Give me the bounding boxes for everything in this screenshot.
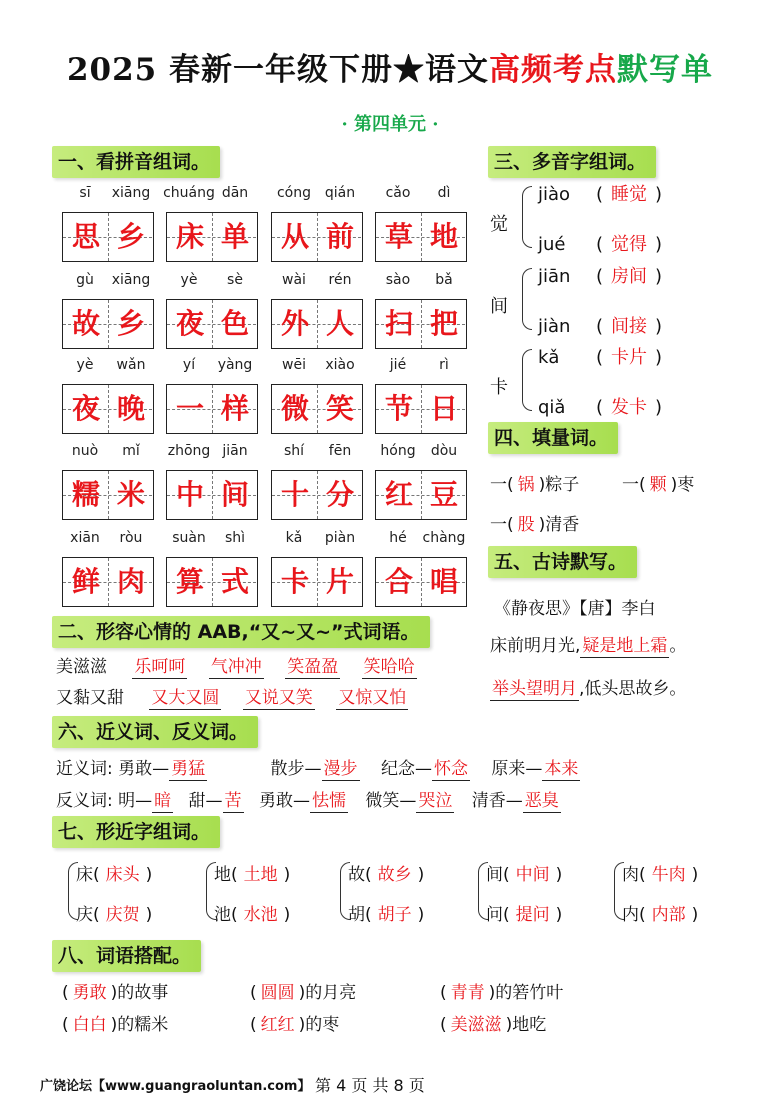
answer-character: 笑 bbox=[325, 392, 354, 425]
answer-character: 思 bbox=[71, 220, 100, 253]
similar-char: 床 bbox=[76, 865, 93, 885]
pinyin-syllable: yí bbox=[182, 357, 196, 373]
answer-character: 色 bbox=[220, 307, 249, 340]
polyphone-word: 睡觉 bbox=[611, 184, 648, 205]
answer-character: 节 bbox=[384, 392, 413, 425]
pinyin-syllable: rén bbox=[328, 272, 352, 288]
tianzige-box bbox=[166, 384, 258, 434]
answer-character: 鲜 bbox=[71, 565, 100, 598]
answer-character: 分 bbox=[325, 478, 354, 511]
tianzige-box bbox=[62, 299, 154, 349]
poem-line-2: 举头望明月 ,低头思故乡。 bbox=[492, 679, 687, 699]
answer-character: 肉 bbox=[116, 565, 145, 598]
tianzige-box bbox=[375, 299, 467, 349]
collocation-answer: 勇敢 bbox=[72, 983, 107, 1003]
pinyin-row bbox=[60, 357, 480, 379]
title-main: 2025 春新一年级下册★语文 bbox=[66, 52, 490, 88]
answer-character: 中 bbox=[175, 478, 204, 511]
pinyin-syllable: dòu bbox=[430, 443, 458, 459]
antonym-answer: 哭泣 bbox=[418, 791, 453, 811]
pinyin-syllable: yè bbox=[180, 272, 198, 288]
tianzige-box bbox=[271, 212, 363, 262]
answer-character: 算 bbox=[175, 565, 204, 598]
answer-character: 卡 bbox=[280, 565, 309, 598]
pinyin-syllable: zhōng bbox=[167, 443, 211, 459]
collocation-item: ( 白白 )的糯米 bbox=[62, 1015, 169, 1035]
tianzige-box bbox=[375, 212, 467, 262]
pinyin-syllable: qián bbox=[324, 185, 356, 201]
pinyin-syllable: gù bbox=[76, 272, 94, 288]
answer-character: 乡 bbox=[116, 307, 145, 340]
pinyin-syllable: yàng bbox=[217, 357, 253, 373]
section-6-heading: 六、近义词、反义词。 bbox=[52, 716, 258, 748]
answer-character: 人 bbox=[325, 307, 354, 340]
answer-character: 夜 bbox=[175, 307, 204, 340]
tianzige-box bbox=[375, 470, 467, 520]
polyphone-char: 觉 bbox=[490, 214, 508, 235]
similar-char-item: 肉( 牛肉 ) bbox=[622, 865, 699, 885]
answer-character: 从 bbox=[280, 220, 309, 253]
answer-character: 一 bbox=[175, 392, 204, 425]
pinyin-syllable: fēn bbox=[328, 443, 352, 459]
pinyin-syllable: mǐ bbox=[122, 443, 140, 459]
answer-character: 十 bbox=[280, 478, 309, 511]
tianzige-box bbox=[271, 299, 363, 349]
aab-given: 美滋滋 bbox=[56, 657, 107, 677]
pinyin-syllable: bǎ bbox=[435, 272, 453, 288]
similar-char-answer: 庆贺 bbox=[105, 905, 140, 925]
synonym-answer: 漫步 bbox=[323, 759, 358, 779]
answer-character: 红 bbox=[384, 478, 413, 511]
pinyin-syllable: rì bbox=[439, 357, 449, 373]
synonym-label: 近义词: bbox=[56, 759, 113, 779]
synonym-answer: 本来 bbox=[544, 759, 579, 779]
char-box-row bbox=[60, 299, 480, 349]
char-box-row bbox=[60, 470, 480, 520]
collocation-item: ( 青青 )的箬竹叶 bbox=[440, 983, 564, 1003]
similar-char-answer: 内部 bbox=[651, 905, 686, 925]
similar-char-answer: 中间 bbox=[515, 865, 550, 885]
abac-answer: 又大又圆 bbox=[151, 688, 220, 708]
similar-char-answer: 水池 bbox=[243, 905, 278, 925]
abac-answer: 又惊又怕 bbox=[338, 688, 407, 708]
answer-character: 日 bbox=[429, 392, 458, 425]
polyphone-pinyin: jiàn bbox=[538, 316, 571, 337]
section-1-heading: 一、看拼音组词。 bbox=[52, 146, 220, 178]
aab-answer: 乐呵呵 bbox=[134, 657, 186, 677]
similar-char-item: 庆( 庆贺 ) bbox=[76, 905, 153, 925]
collocation-item: ( 圆圆 )的月亮 bbox=[250, 983, 357, 1003]
tianzige-box bbox=[375, 557, 467, 607]
char-box-row bbox=[60, 384, 480, 434]
pinyin-syllable: cóng bbox=[276, 185, 312, 201]
pinyin-syllable: chàng bbox=[422, 530, 466, 546]
answer-character: 床 bbox=[175, 220, 204, 253]
collocation-item: ( 勇敢 )的故事 bbox=[62, 983, 169, 1003]
pinyin-syllable: piàn bbox=[324, 530, 356, 546]
pinyin-syllable: ròu bbox=[119, 530, 143, 546]
collocation-answer: 红红 bbox=[260, 1015, 295, 1035]
pinyin-syllable: hé bbox=[389, 530, 407, 546]
polyphone-pinyin: qiǎ bbox=[538, 397, 566, 418]
collocation-answer: 圆圆 bbox=[260, 983, 295, 1003]
tianzige-box bbox=[271, 557, 363, 607]
tianzige-box bbox=[166, 557, 258, 607]
pinyin-row bbox=[60, 530, 480, 552]
similar-char: 庆 bbox=[76, 905, 93, 925]
pinyin-syllable: wēi bbox=[282, 357, 306, 373]
similar-char: 胡 bbox=[348, 905, 365, 925]
tianzige-box bbox=[62, 384, 154, 434]
polyphone-item: jiào ( 睡觉 ) bbox=[538, 184, 663, 205]
pinyin-syllable: shì bbox=[224, 530, 246, 546]
antonym-answer: 苦 bbox=[224, 791, 242, 811]
similar-char-answer: 床头 bbox=[105, 865, 140, 885]
measure-word-item: 一( 股 )清香 bbox=[490, 515, 580, 535]
tianzige-box bbox=[166, 212, 258, 262]
answer-character: 式 bbox=[220, 565, 249, 598]
similar-char: 间 bbox=[486, 865, 503, 885]
pinyin-syllable: jié bbox=[389, 357, 407, 373]
answer-character: 豆 bbox=[429, 478, 458, 511]
footer-page-number: 第 4 页 共 8 页 bbox=[315, 1076, 425, 1095]
tianzige-box bbox=[271, 384, 363, 434]
answer-character: 把 bbox=[429, 307, 458, 340]
pinyin-syllable: dān bbox=[221, 185, 249, 201]
polyphone-word: 卡片 bbox=[611, 347, 648, 368]
answer-character: 外 bbox=[280, 307, 309, 340]
brace-icon bbox=[522, 186, 532, 248]
antonym-line: 反义词: 明— 暗 甜— 苦 勇敢— 怯懦 微笑— 哭泣 清香— 恶臭 bbox=[56, 791, 559, 811]
pinyin-syllable: wài bbox=[282, 272, 306, 288]
pinyin-syllable: dì bbox=[437, 185, 451, 201]
collocation-answer: 白白 bbox=[72, 1015, 107, 1035]
answer-character: 唱 bbox=[429, 565, 458, 598]
measure-word-item: 一( 颗 )枣 bbox=[622, 475, 695, 495]
polyphone-word: 间接 bbox=[611, 316, 648, 337]
answer-character: 间 bbox=[220, 478, 249, 511]
section-3-heading: 三、多音字组词。 bbox=[488, 146, 656, 178]
measure-word-answer: 锅 bbox=[517, 475, 535, 495]
polyphone-word: 发卡 bbox=[611, 397, 648, 418]
poem-line-1: 床前明月光, 疑是地上霜 。 bbox=[490, 636, 687, 656]
answer-character: 前 bbox=[325, 220, 354, 253]
antonym-answer: 恶臭 bbox=[524, 791, 559, 811]
tianzige-box bbox=[166, 470, 258, 520]
collocation-item: ( 美滋滋 )地吃 bbox=[440, 1015, 547, 1035]
aab-answer: 气冲冲 bbox=[210, 657, 262, 677]
section-5-heading: 五、古诗默写。 bbox=[488, 546, 637, 578]
similar-char: 地 bbox=[214, 865, 231, 885]
aab-answer: 笑盈盈 bbox=[287, 657, 339, 677]
similar-char: 肉 bbox=[622, 865, 639, 885]
pinyin-syllable: xiāng bbox=[111, 185, 151, 201]
abac-line bbox=[56, 683, 408, 708]
antonym-label: 反义词: bbox=[56, 791, 113, 811]
polyphone-item: jué ( 觉得 ) bbox=[538, 234, 663, 255]
answer-character: 样 bbox=[220, 392, 249, 425]
antonym-answer: 怯懦 bbox=[311, 791, 346, 811]
footer-site: 广饶论坛【www.guangraoluntan.com】 bbox=[40, 1079, 311, 1094]
pinyin-syllable: xiāng bbox=[111, 272, 151, 288]
similar-char: 故 bbox=[348, 865, 365, 885]
answer-character: 糯 bbox=[71, 478, 100, 511]
measure-word-answer: 股 bbox=[517, 515, 535, 535]
tianzige-box bbox=[375, 384, 467, 434]
polyphone-word: 觉得 bbox=[611, 234, 648, 255]
char-box-row bbox=[60, 212, 480, 262]
polyphone-item: jiān ( 房间 ) bbox=[538, 266, 663, 287]
pinyin-row bbox=[60, 443, 480, 465]
polyphone-pinyin: jué bbox=[538, 234, 566, 255]
polyphone-item: qiǎ ( 发卡 ) bbox=[538, 397, 663, 418]
synonym-answer: 怀念 bbox=[433, 759, 468, 779]
answer-character: 微 bbox=[280, 392, 309, 425]
pinyin-syllable: xiān bbox=[70, 530, 100, 546]
polyphone-item: kǎ ( 卡片 ) bbox=[538, 347, 663, 368]
collocation-answer: 美滋滋 bbox=[450, 1015, 502, 1035]
pinyin-syllable: cǎo bbox=[385, 185, 411, 201]
answer-character: 单 bbox=[220, 220, 249, 253]
pinyin-row bbox=[60, 185, 480, 207]
pinyin-syllable: sī bbox=[79, 185, 91, 201]
brace-icon bbox=[522, 268, 532, 330]
answer-character: 米 bbox=[116, 478, 145, 511]
answer-character: 地 bbox=[429, 220, 458, 253]
pinyin-row bbox=[60, 272, 480, 294]
similar-char: 池 bbox=[214, 905, 231, 925]
antonym-answer: 暗 bbox=[154, 791, 172, 811]
polyphone-pinyin: jiān bbox=[538, 266, 571, 287]
answer-character: 夜 bbox=[71, 392, 100, 425]
similar-char-item: 间( 中间 ) bbox=[486, 865, 563, 885]
aab-line bbox=[56, 652, 417, 677]
pinyin-syllable: sào bbox=[385, 272, 411, 288]
similar-char: 问 bbox=[486, 905, 503, 925]
tianzige-box bbox=[271, 470, 363, 520]
pinyin-syllable: yè bbox=[76, 357, 94, 373]
pinyin-syllable: kǎ bbox=[285, 530, 303, 546]
tianzige-box bbox=[62, 470, 154, 520]
polyphone-pinyin: jiào bbox=[538, 184, 571, 205]
title-highlight-green: 默写单 bbox=[617, 52, 714, 88]
pinyin-syllable: xiào bbox=[325, 357, 355, 373]
answer-character: 晚 bbox=[116, 392, 145, 425]
poem-answer: 疑是地上霜 bbox=[582, 636, 668, 656]
polyphone-char: 卡 bbox=[490, 377, 508, 398]
similar-char: 内 bbox=[622, 905, 639, 925]
tianzige-box bbox=[62, 212, 154, 262]
unit-label: · 第四单元 · bbox=[341, 114, 439, 135]
pinyin-syllable: wǎn bbox=[116, 357, 146, 373]
pinyin-syllable: nuò bbox=[71, 443, 99, 459]
similar-char-answer: 提问 bbox=[515, 905, 550, 925]
pinyin-syllable: jiān bbox=[222, 443, 248, 459]
section-7-heading: 七、形近字组词。 bbox=[52, 816, 220, 848]
section-8-heading: 八、词语搭配。 bbox=[52, 940, 201, 972]
brace-icon bbox=[522, 349, 532, 411]
polyphone-char: 间 bbox=[490, 296, 508, 317]
char-box-row bbox=[60, 557, 480, 607]
poem-title: 《静夜思》【唐】李白 bbox=[494, 599, 656, 619]
similar-char-item: 床( 床头 ) bbox=[76, 865, 153, 885]
collocation-item: ( 红红 )的枣 bbox=[250, 1015, 340, 1035]
similar-char-item: 内( 内部 ) bbox=[622, 905, 699, 925]
title-highlight-red: 高频考点 bbox=[489, 52, 618, 88]
similar-char-answer: 胡子 bbox=[377, 905, 412, 925]
answer-character: 合 bbox=[384, 565, 413, 598]
poem-answer: 举头望明月 bbox=[492, 679, 577, 699]
section-2-heading: 二、形容心情的 AAB,“又~又~”式词语。 bbox=[52, 616, 430, 648]
answer-character: 乡 bbox=[116, 220, 145, 253]
answer-character: 草 bbox=[384, 220, 413, 253]
similar-char-item: 地( 土地 ) bbox=[214, 865, 291, 885]
polyphone-word: 房间 bbox=[611, 266, 648, 287]
similar-char-item: 故( 故乡 ) bbox=[348, 865, 425, 885]
pinyin-syllable: suàn bbox=[172, 530, 206, 546]
measure-word-answer: 颗 bbox=[649, 475, 667, 495]
tianzige-box bbox=[166, 299, 258, 349]
pinyin-syllable: hóng bbox=[380, 443, 416, 459]
answer-character: 片 bbox=[325, 565, 354, 598]
aab-answer: 笑哈哈 bbox=[363, 657, 415, 677]
pinyin-syllable: sè bbox=[227, 272, 243, 288]
answer-character: 扫 bbox=[384, 307, 413, 340]
pinyin-syllable: chuáng bbox=[163, 185, 215, 201]
similar-char-item: 池( 水池 ) bbox=[214, 905, 291, 925]
similar-char-answer: 故乡 bbox=[377, 865, 412, 885]
polyphone-pinyin: kǎ bbox=[538, 347, 560, 368]
synonym-line: 近义词: 勇敢— 勇猛 散步— 漫步 纪念— 怀念 原来— 本来 bbox=[56, 759, 579, 779]
similar-char-answer: 牛肉 bbox=[651, 865, 686, 885]
synonym-answer: 勇猛 bbox=[171, 759, 206, 779]
tianzige-box bbox=[62, 557, 154, 607]
abac-given: 又黏又甜 bbox=[56, 688, 124, 708]
similar-char-item: 问( 提问 ) bbox=[486, 905, 563, 925]
similar-char-answer: 土地 bbox=[243, 865, 278, 885]
polyphone-item: jiàn ( 间接 ) bbox=[538, 316, 663, 337]
measure-word-item: 一( 锅 )粽子 bbox=[490, 475, 580, 495]
pinyin-syllable: shí bbox=[283, 443, 305, 459]
page-title bbox=[0, 44, 780, 89]
answer-character: 故 bbox=[71, 307, 100, 340]
section-4-heading: 四、填量词。 bbox=[488, 422, 618, 454]
collocation-answer: 青青 bbox=[450, 983, 485, 1003]
abac-answer: 又说又笑 bbox=[244, 688, 313, 708]
similar-char-item: 胡( 胡子 ) bbox=[348, 905, 425, 925]
